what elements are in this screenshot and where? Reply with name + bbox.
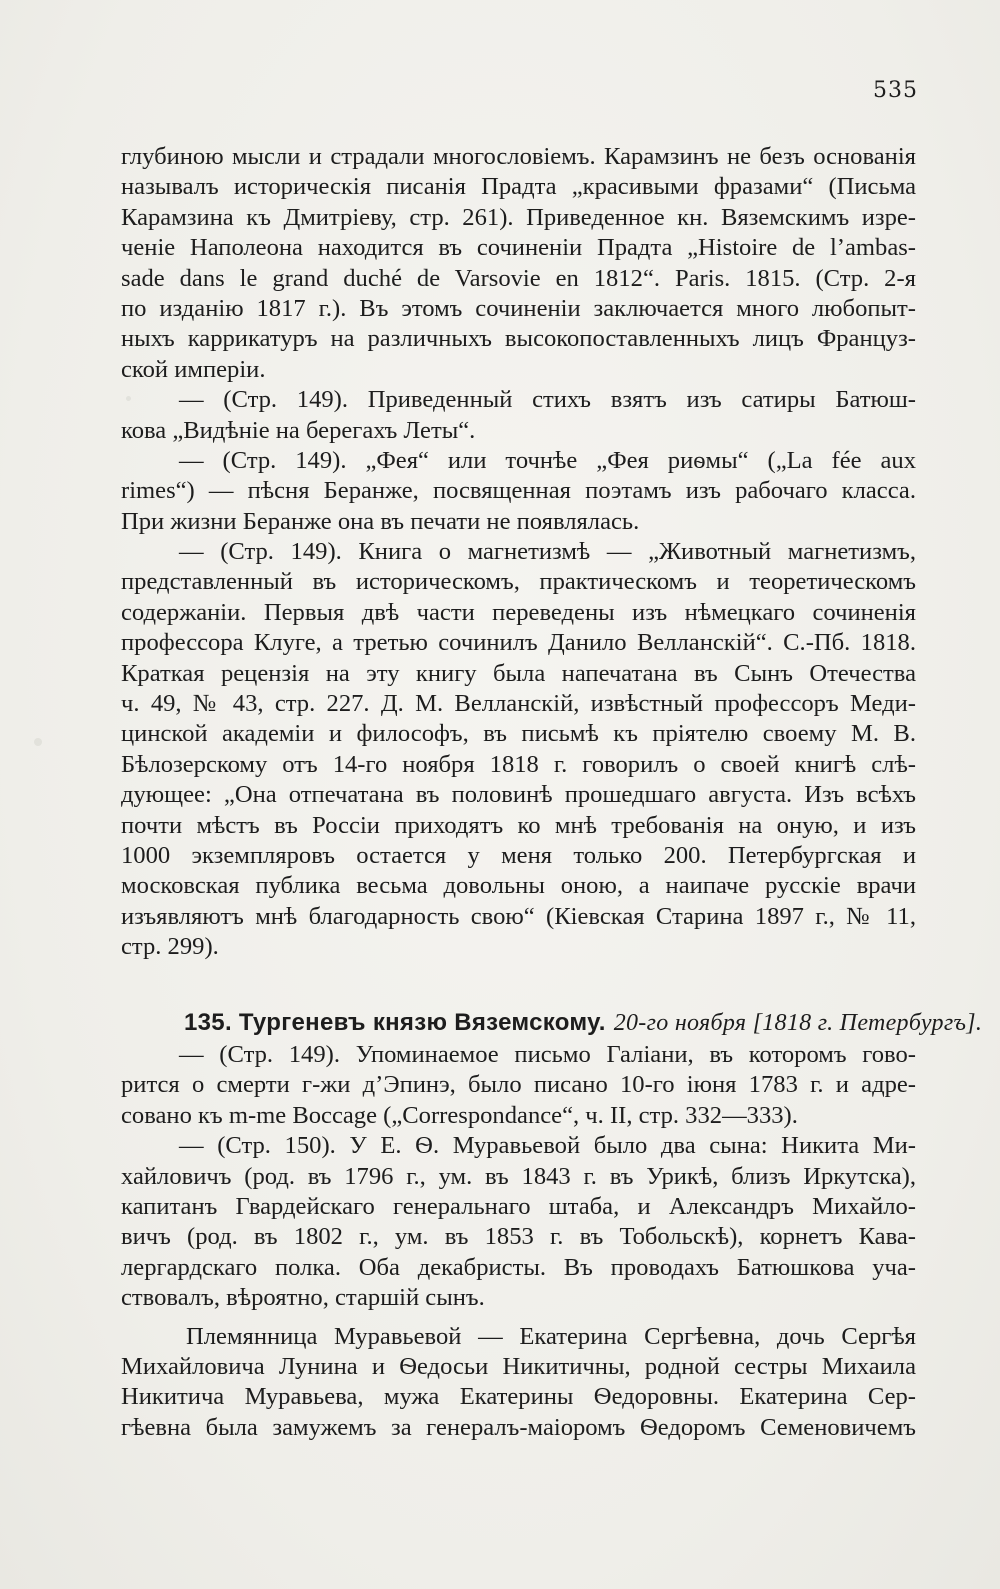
text-line: При жизни Беранже она въ печати не появлялась.: [121, 507, 640, 535]
text-line: Бѣлозерскому отъ 14-го ноября 1818 г. говорилъ о своей книгѣ слѣ-: [121, 750, 916, 778]
text-line: цинской академіи и философъ, въ письмѣ къ пріятелю своему М. В.: [121, 720, 916, 748]
text-line: хайловичъ (род. въ 1796 г., ум. въ 1843 г. въ Урикѣ, близъ Иркутска),: [121, 1162, 916, 1190]
text-line: гѣевна была замужемъ за генералъ-маіоромъ Ѳедоромъ Семеновичемъ: [121, 1413, 916, 1441]
text-line: по изданію 1817 г.). Въ этомъ сочиненіи заключается много любопыт-: [121, 294, 916, 322]
text-line: кова „Видѣніе на берегахъ Леты“.: [121, 416, 476, 444]
text-line: ч. 49, № 43, стр. 227. Д. М. Велланскій, извѣстный профессоръ Меди-: [121, 690, 916, 718]
paper-blemish: [126, 396, 131, 401]
text-line: Никитича Муравьева, мужа Екатерины Ѳедоровны. Екатерина Сер-: [121, 1383, 916, 1411]
text-line: профессора Клуге, а третью сочинилъ Данило Велланскій“. С.-Пб. 1818.: [121, 629, 916, 657]
text-line: называлъ историческія писанія Прадта „красивыми фразами“ (Письма: [121, 173, 916, 201]
text-line: 1000 экземпляровъ остается у меня только 200. Петербургская и: [121, 841, 916, 869]
text-line: дующее: „Она отпечатана въ половинѣ прошедшаго августа. Изъ всѣхъ: [121, 781, 916, 809]
text-line: ныхъ каррикатуръ на различныхъ высокопоставленныхъ лицъ Француз-: [121, 325, 916, 353]
text-line: — (Стр. 150). У Е. Ѳ. Муравьевой было два сына: Никита Ми-: [179, 1132, 916, 1160]
text-line: лергардскаго полка. Оба декабристы. Въ проводахъ Батюшкова уча-: [121, 1253, 916, 1281]
text-line: содержаніи. Первыя двѣ части переведены изъ нѣмецкаго сочиненія: [121, 598, 916, 626]
text-line: совано къ m-me Boccage („Correspondance“, ч. II, стр. 332—333).: [121, 1101, 798, 1129]
letter-heading: [184, 1009, 983, 1037]
text-line: Краткая рецензія на эту книгу была напечатана въ Сынъ Отечества: [121, 659, 916, 687]
text-line: — (Стр. 149). Упоминаемое письмо Галіани, въ которомъ гово-: [179, 1041, 916, 1068]
text-line: — (Стр. 149). Книга о магнетизмѣ — „Животный магнетизмъ,: [179, 538, 916, 566]
text-line: Михайловича Лунина и Ѳедосьи Никитичны, родной сестры Михаила: [121, 1352, 916, 1380]
text-line: стр. 299).: [121, 933, 219, 961]
text-line: ствовалъ, вѣроятно, старшій сынъ.: [121, 1284, 485, 1312]
text-line: московская публика весьма довольны оною, а наипаче русскіе врачи: [121, 872, 916, 900]
text-line: — (Стр. 149). „Фея“ или точнѣе „Фея риѳмы“ („La fée aux: [179, 446, 916, 474]
letter-date: 20-го ноября [1818 г. Петербургъ].: [613, 1010, 983, 1036]
text-line: Племянница Муравьевой — Екатерина Сергѣевна, дочь Сергѣя: [186, 1322, 916, 1350]
letter-title: 135. Тургеневъ князю Вяземскому.: [184, 1009, 606, 1036]
text-line: Карамзина къ Дмитріеву, стр. 261). Приведенное кн. Вяземскимъ изре-: [121, 203, 916, 231]
text-line: вичъ (род. въ 1802 г., ум. въ 1853 г. въ Тобольскѣ), корнетъ Кава-: [121, 1223, 916, 1251]
text-line: глубиною мысли и страдали многословіемъ. Карамзинъ не безъ основанія: [121, 143, 916, 170]
text-line: рится о смерти г-жи д’Эпинэ, было писано 10-го іюня 1783 г. и адре-: [121, 1071, 916, 1099]
text-line: капитанъ Гвардейскаго генеральнаго штаба, и Александръ Михайло-: [121, 1192, 916, 1220]
text-line: представленный въ историческомъ, практическомъ и теоретическомъ: [121, 568, 916, 596]
text-line: ской имперіи.: [121, 355, 266, 383]
text-line: sade dans le grand duché de Varsovie en 1812“. Paris. 1815. (Стр. 2-я: [121, 264, 916, 292]
page-number: 535: [873, 78, 918, 103]
text-line: изъявляютъ мнѣ благодарность свою“ (Кіевская Старина 1897 г., № 11,: [121, 902, 916, 930]
paper-blemish: [34, 738, 42, 746]
main-text: [121, 142, 916, 963]
text-line: ченіе Наполеона находится въ сочиненіи Прадта „Histoire de l’ambas-: [121, 234, 916, 262]
text-line: — (Стр. 149). Приведенный стихъ взятъ изъ сатиры Батюш-: [179, 386, 916, 414]
text-line: rimes“) — пѣсня Беранже, посвященная поэтамъ изъ рабочаго класса.: [121, 477, 916, 505]
paragraph-gap: [121, 1314, 916, 1322]
text-line: почти мѣстъ въ Россіи приходятъ ко мнѣ требованія на оную, и изъ: [121, 811, 916, 839]
letter-notes: [121, 1040, 916, 1443]
